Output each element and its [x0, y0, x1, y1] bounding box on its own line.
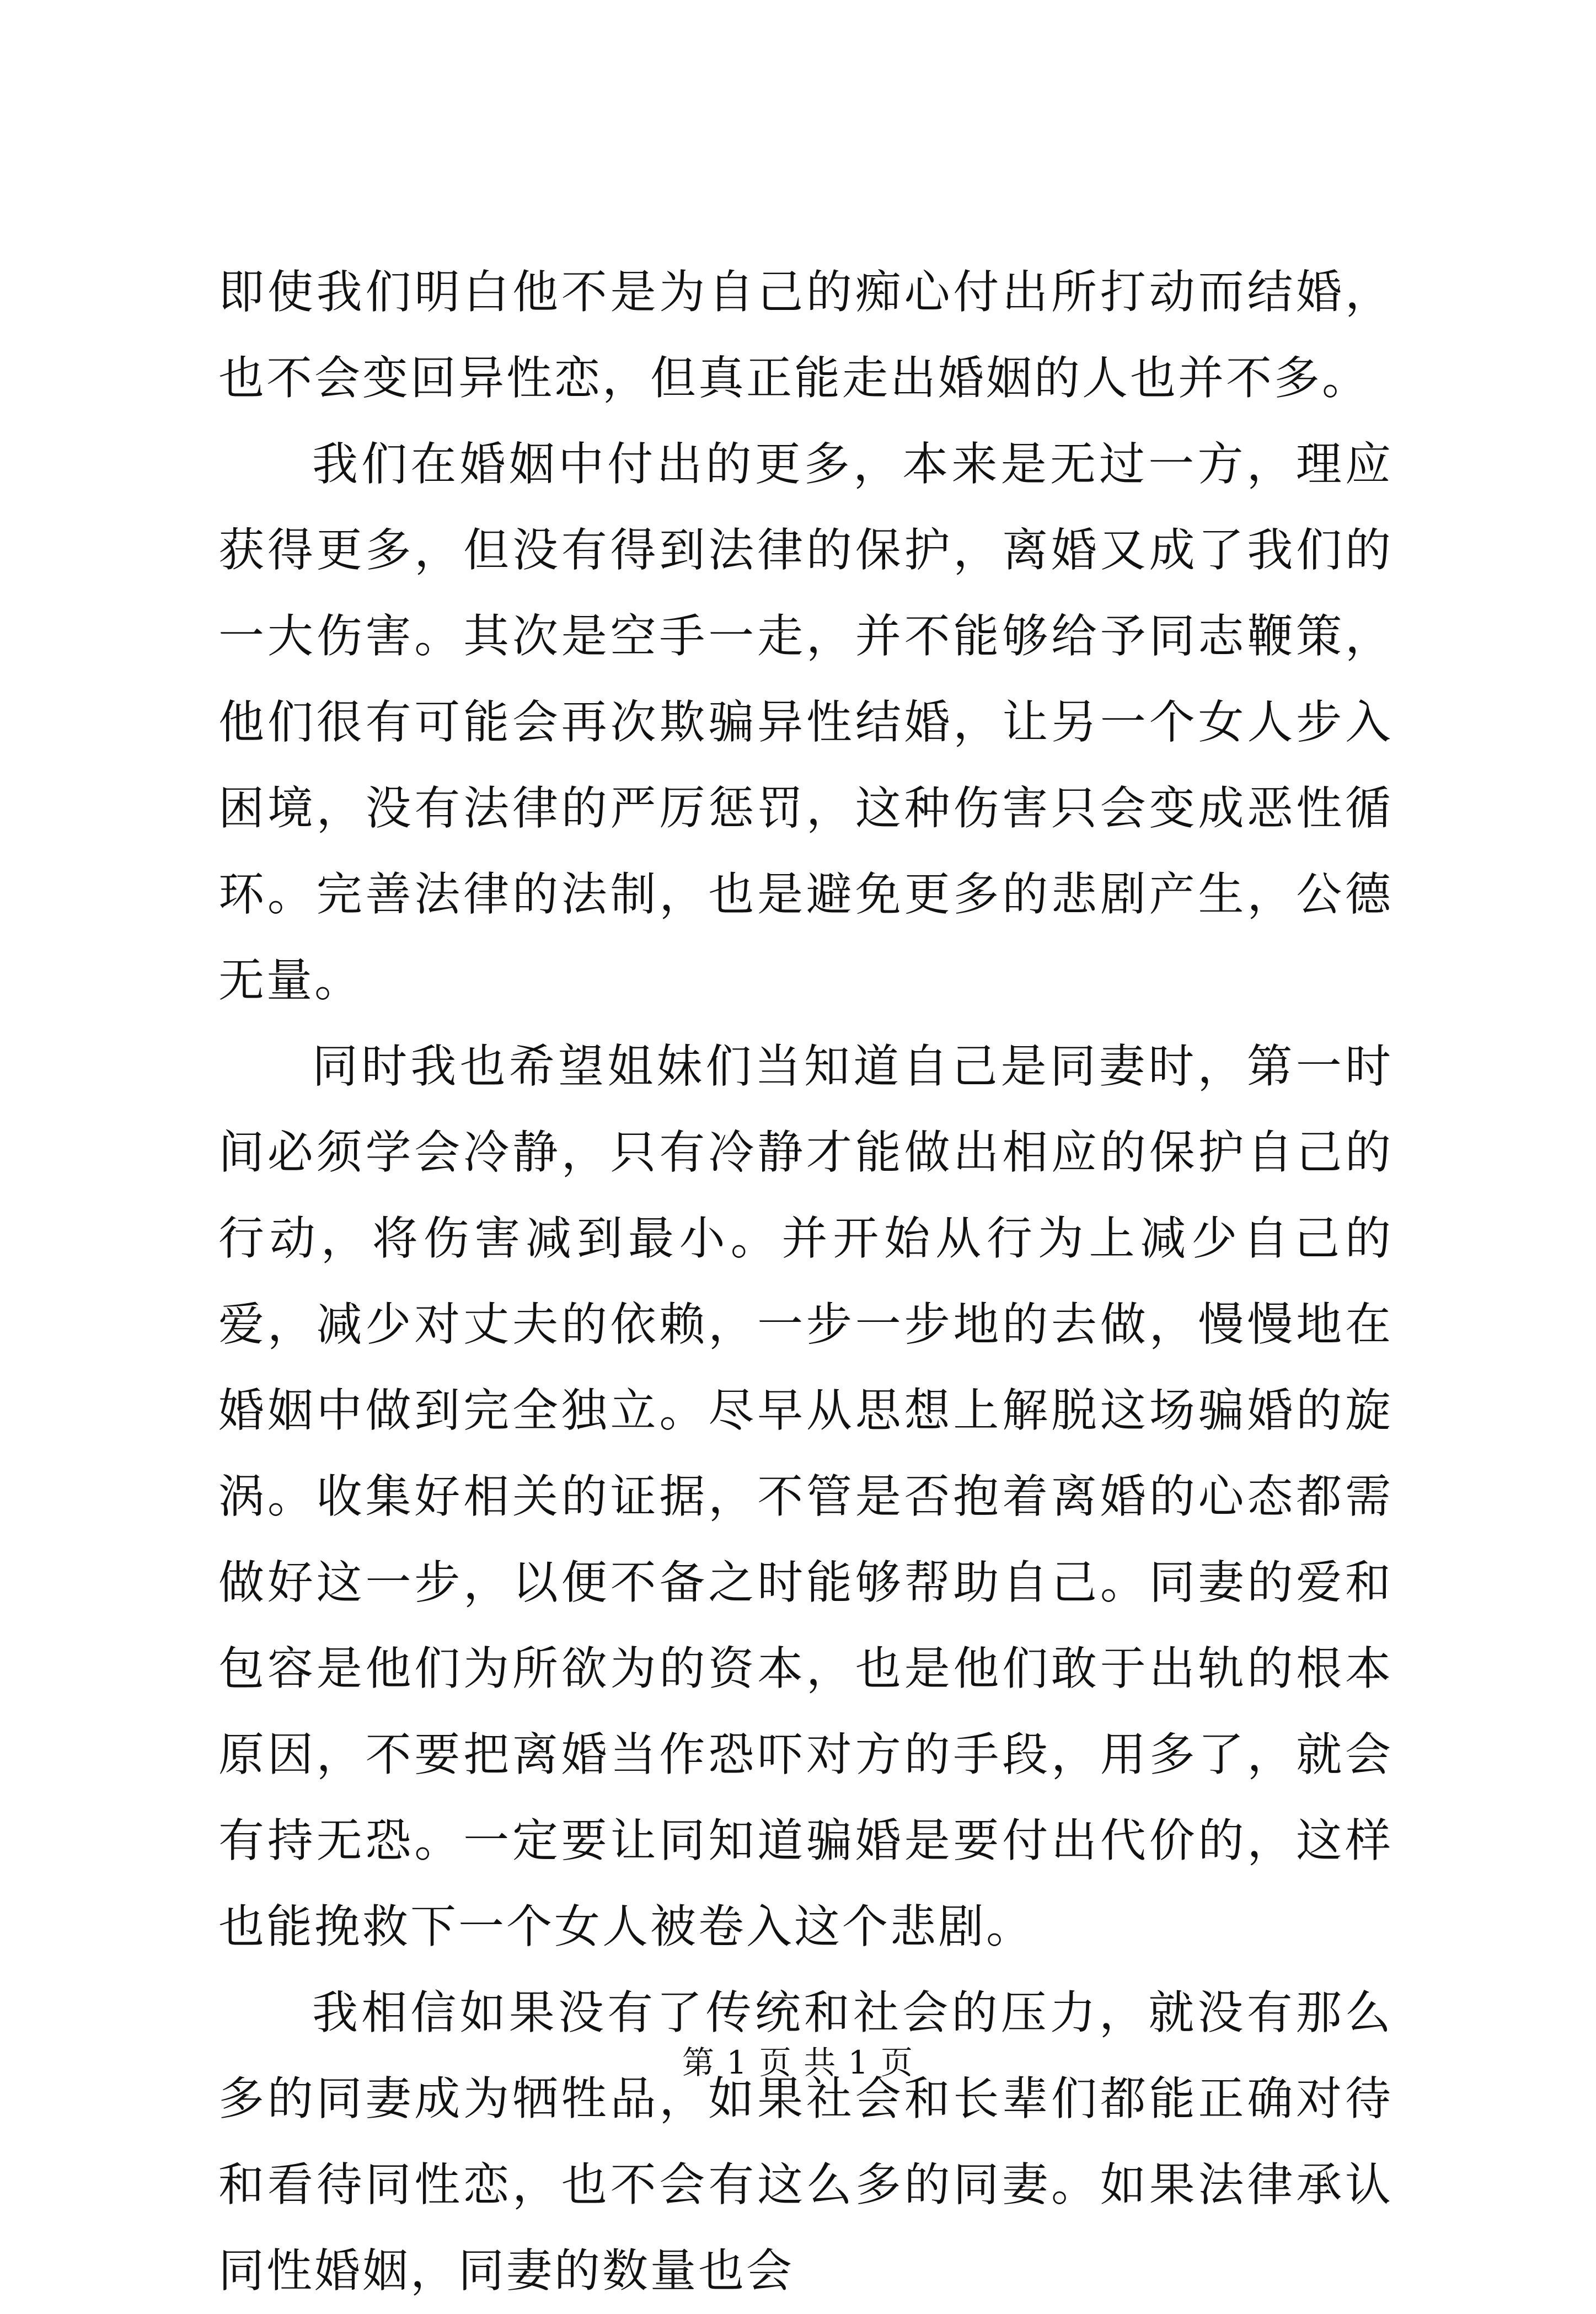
page-footer: 第 1 页 共 1 页 — [682, 2044, 914, 2081]
paragraph-2: 我们在婚姻中付出的更多，本来是无过一方，理应获得更多，但没有得到法律的保护，离婚又成了我们的一大伤害。其次是空手一走，并不能够给予同志鞭策，他们很有可能会再次欺骗异性结婚，让另一个女人步入困境，没有法律的严厉惩罚，这种伤害只会变成恶性循环。完善法律的法制，也是避免更多的悲剧产生，公德无量。 — [218, 437, 1393, 1007]
document-body — [218, 249, 1393, 2314]
paragraph-3: 同时我也希望姐妹们当知道自己是同妻时，第一时间必须学会冷静，只有冷静才能做出相应的保护自己的行动，将伤害减到最小。并开始从行为上减少自己的爱，减少对丈夫的依赖，一步一步地的去做，慢慢地在婚姻中做到完全独立。尽早从思想上解脱这场骗婚的旋涡。收集好相关的证据，不管是否抱着离婚的心态都需做好这一步，以便不备之时能够帮助自己。同妻的爱和包容是他们为所欲为的资本，也是他们敢于出轨的根本原因，不要把离婚当作恐吓对方的手段，用多了，就会有持无恐。一定要让同知道骗婚是要付出代价的，这样也能挽救下一个女人被卷入这个悲剧。 — [218, 1040, 1393, 1953]
paragraph-4: 我相信如果没有了传统和社会的压力，就没有那么多的同妻成为牺牲品，如果社会和长辈们都能正确对待和看待同性恋，也不会有这么多的同妻。如果法律承认同性婚姻，同妻的数量也会 — [218, 1986, 1393, 2297]
paragraph-1: 即使我们明白他不是为自己的痴心付出所打动而结婚，也不会变回异性恋，但真正能走出婚姻的人也并不多。 — [218, 265, 1393, 405]
